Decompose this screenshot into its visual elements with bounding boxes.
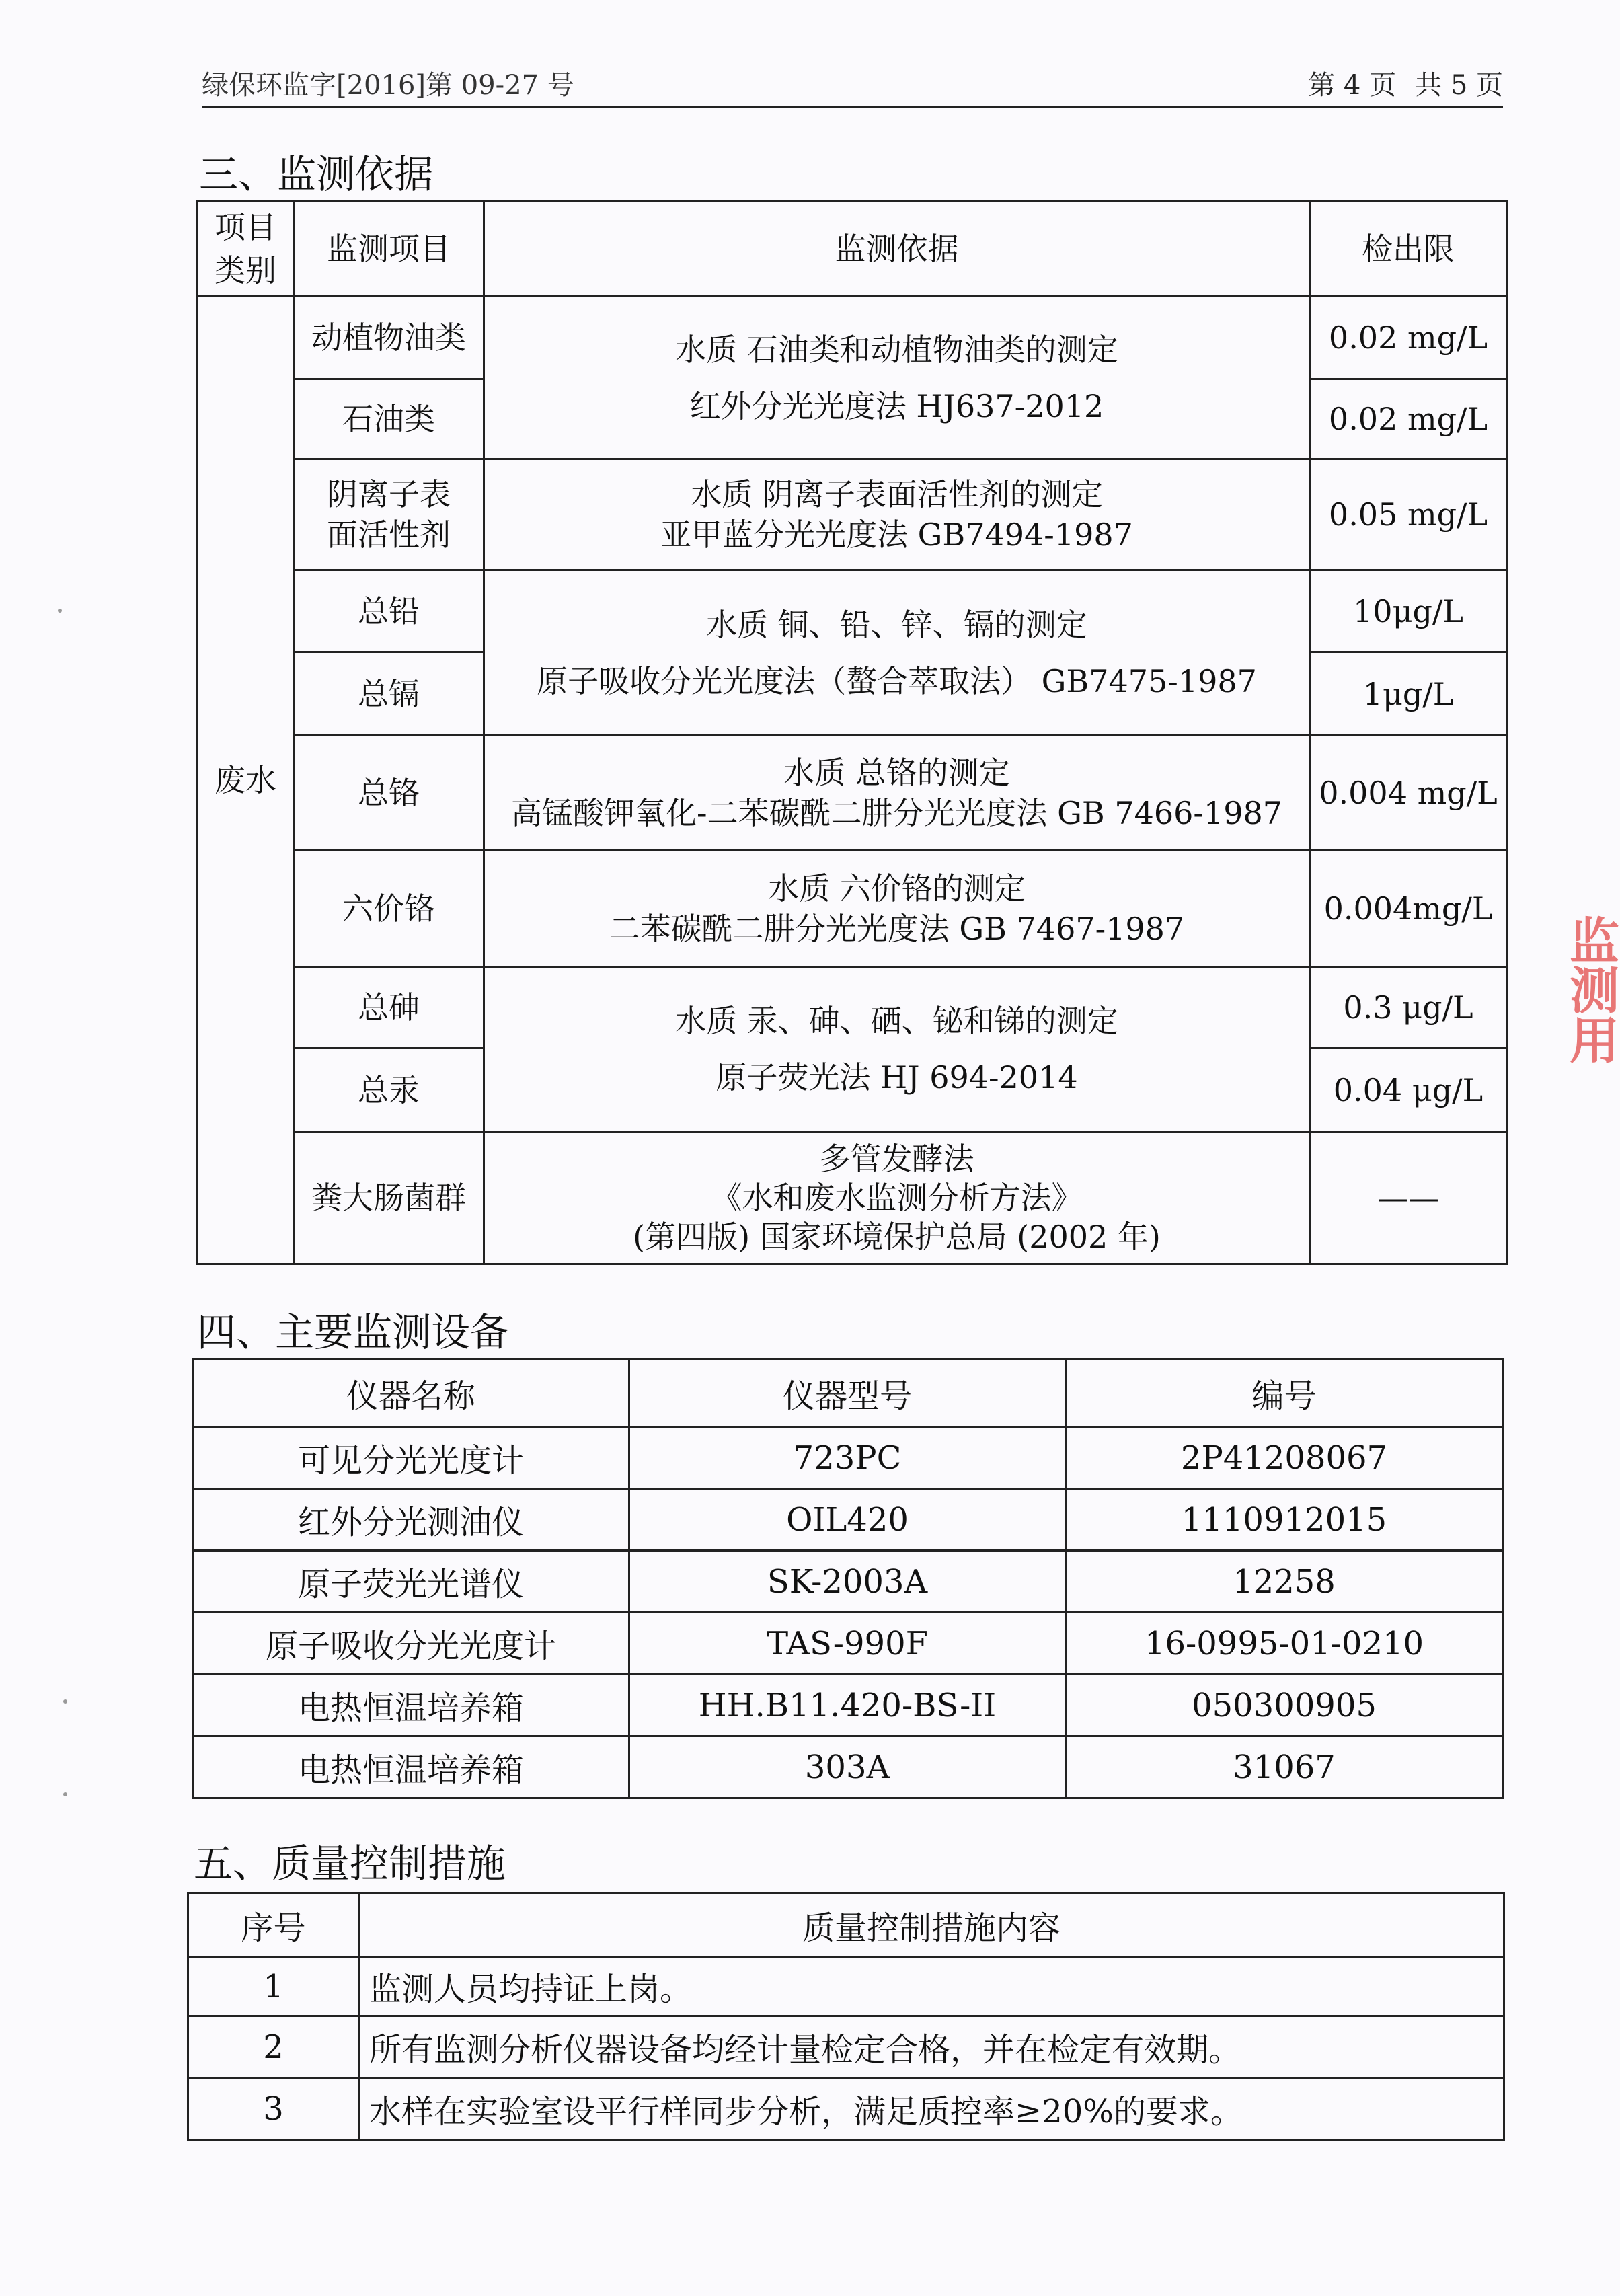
sequence-number: 2 (188, 2016, 359, 2078)
serial-number: 31067 (1066, 1736, 1503, 1798)
limit-cell: —— (1310, 1132, 1507, 1264)
header-category: 项目 类别 (198, 201, 294, 297)
instrument-model: SK-2003A (629, 1551, 1066, 1613)
item-cell: 总汞 (294, 1048, 484, 1132)
instrument-model: 723PC (629, 1427, 1066, 1489)
monitoring-basis-table (196, 200, 1508, 1265)
table-row (193, 1675, 1503, 1736)
seal-stamp: 监测用 (1561, 915, 1619, 1064)
section3-title: 三、监测依据 (199, 151, 434, 197)
basis-cell: 水质 石油类和动植物油类的测定 红外分光光度法 HJ637-2012 (484, 297, 1310, 459)
section4-title: 四、主要监测设备 (197, 1309, 510, 1355)
instrument-model: OIL420 (629, 1489, 1066, 1551)
sequence-number: 1 (188, 1957, 359, 2016)
scan-speck (63, 1792, 67, 1796)
header-serial-number: 编号 (1066, 1359, 1503, 1427)
basis-cell: 多管发酵法 《水和废水监测分析方法》 (第四版) 国家环境保护总局 (2002 年) (484, 1132, 1310, 1264)
instrument-model: TAS-990F (629, 1613, 1066, 1675)
measure-content: 水样在实验室设平行样同步分析，满足质控率≥20%的要求。 (359, 2078, 1504, 2140)
header-instrument-name: 仪器名称 (193, 1359, 629, 1427)
table-row (188, 2078, 1504, 2140)
item-cell: 总铅 (294, 570, 484, 652)
limit-cell: 1μg/L (1310, 652, 1507, 736)
serial-number: 12258 (1066, 1551, 1503, 1613)
limit-cell: 0.02 mg/L (1310, 379, 1507, 459)
document-number: 绿保环监字[2016]第 09-27 号 (202, 70, 574, 101)
instrument-name: 原子荧光光谱仪 (193, 1551, 629, 1613)
basis-cell: 水质 铜、铅、锌、镉的测定 原子吸收分光光度法（螯合萃取法） GB7475-1987 (484, 570, 1310, 736)
limit-cell: 0.004 mg/L (1310, 736, 1507, 851)
scan-speck (58, 609, 62, 613)
serial-number: 050300905 (1066, 1675, 1503, 1736)
limit-cell: 10μg/L (1310, 570, 1507, 652)
header-basis: 监测依据 (484, 201, 1310, 297)
measure-content: 监测人员均持证上岗。 (359, 1957, 1504, 2016)
table-row (193, 1489, 1503, 1551)
category-cell: 废水 (198, 297, 294, 1264)
item-cell: 动植物油类 (294, 297, 484, 379)
sequence-number: 3 (188, 2078, 359, 2140)
limit-cell: 0.04 μg/L (1310, 1048, 1507, 1132)
equipment-table (192, 1358, 1504, 1799)
section5-title: 五、质量控制措施 (194, 1841, 506, 1886)
limit-cell: 0.02 mg/L (1310, 297, 1507, 379)
limit-cell: 0.004mg/L (1310, 851, 1507, 967)
page-total: 共 5 页 (1415, 70, 1503, 101)
instrument-name: 红外分光测油仪 (193, 1489, 629, 1551)
limit-cell: 0.3 μg/L (1310, 967, 1507, 1048)
serial-number: 2P41208067 (1066, 1427, 1503, 1489)
page-indicator (1289, 64, 1503, 102)
item-cell: 石油类 (294, 379, 484, 459)
instrument-name: 可见分光光度计 (193, 1427, 629, 1489)
table-row (193, 1427, 1503, 1489)
page-number: 第 4 页 (1308, 70, 1397, 101)
serial-number: 16-0995-01-0210 (1066, 1613, 1503, 1675)
table-row (193, 1551, 1503, 1613)
instrument-name: 电热恒温培养箱 (193, 1675, 629, 1736)
header-item: 监测项目 (294, 201, 484, 297)
instrument-name: 电热恒温培养箱 (193, 1736, 629, 1798)
item-cell: 总铬 (294, 736, 484, 851)
basis-cell: 水质 汞、砷、硒、铋和锑的测定 原子荧光法 HJ 694-2014 (484, 967, 1310, 1132)
table-row (188, 2016, 1504, 2078)
quality-control-table (187, 1892, 1505, 2141)
item-cell: 粪大肠菌群 (294, 1132, 484, 1264)
table-row (193, 1613, 1503, 1675)
table-row (193, 1736, 1503, 1798)
basis-cell: 水质 总铬的测定 高锰酸钾氧化-二苯碳酰二肼分光光度法 GB 7466-1987 (484, 736, 1310, 851)
item-cell: 总镉 (294, 652, 484, 736)
header-limit: 检出限 (1310, 201, 1507, 297)
item-cell: 阴离子表 面活性剂 (294, 459, 484, 570)
item-cell: 六价铬 (294, 851, 484, 967)
limit-cell: 0.05 mg/L (1310, 459, 1507, 570)
instrument-model: 303A (629, 1736, 1066, 1798)
item-cell: 总砷 (294, 967, 484, 1048)
measure-content: 所有监测分析仪器设备均经计量检定合格，并在检定有效期。 (359, 2016, 1504, 2078)
scan-speck (63, 1699, 67, 1704)
table-row (188, 1957, 1504, 2016)
basis-cell: 水质 阴离子表面活性剂的测定 亚甲蓝分光光度法 GB7494-1987 (484, 459, 1310, 570)
basis-cell: 水质 六价铬的测定 二苯碳酰二肼分光光度法 GB 7467-1987 (484, 851, 1310, 967)
header-sequence: 序号 (188, 1893, 359, 1957)
header-instrument-model: 仪器型号 (629, 1359, 1066, 1427)
instrument-name: 原子吸收分光光度计 (193, 1613, 629, 1675)
serial-number: 1110912015 (1066, 1489, 1503, 1551)
instrument-model: HH.B11.420-BS-II (629, 1675, 1066, 1736)
header-measure-content: 质量控制措施内容 (359, 1893, 1504, 1957)
page-header (202, 67, 1503, 108)
